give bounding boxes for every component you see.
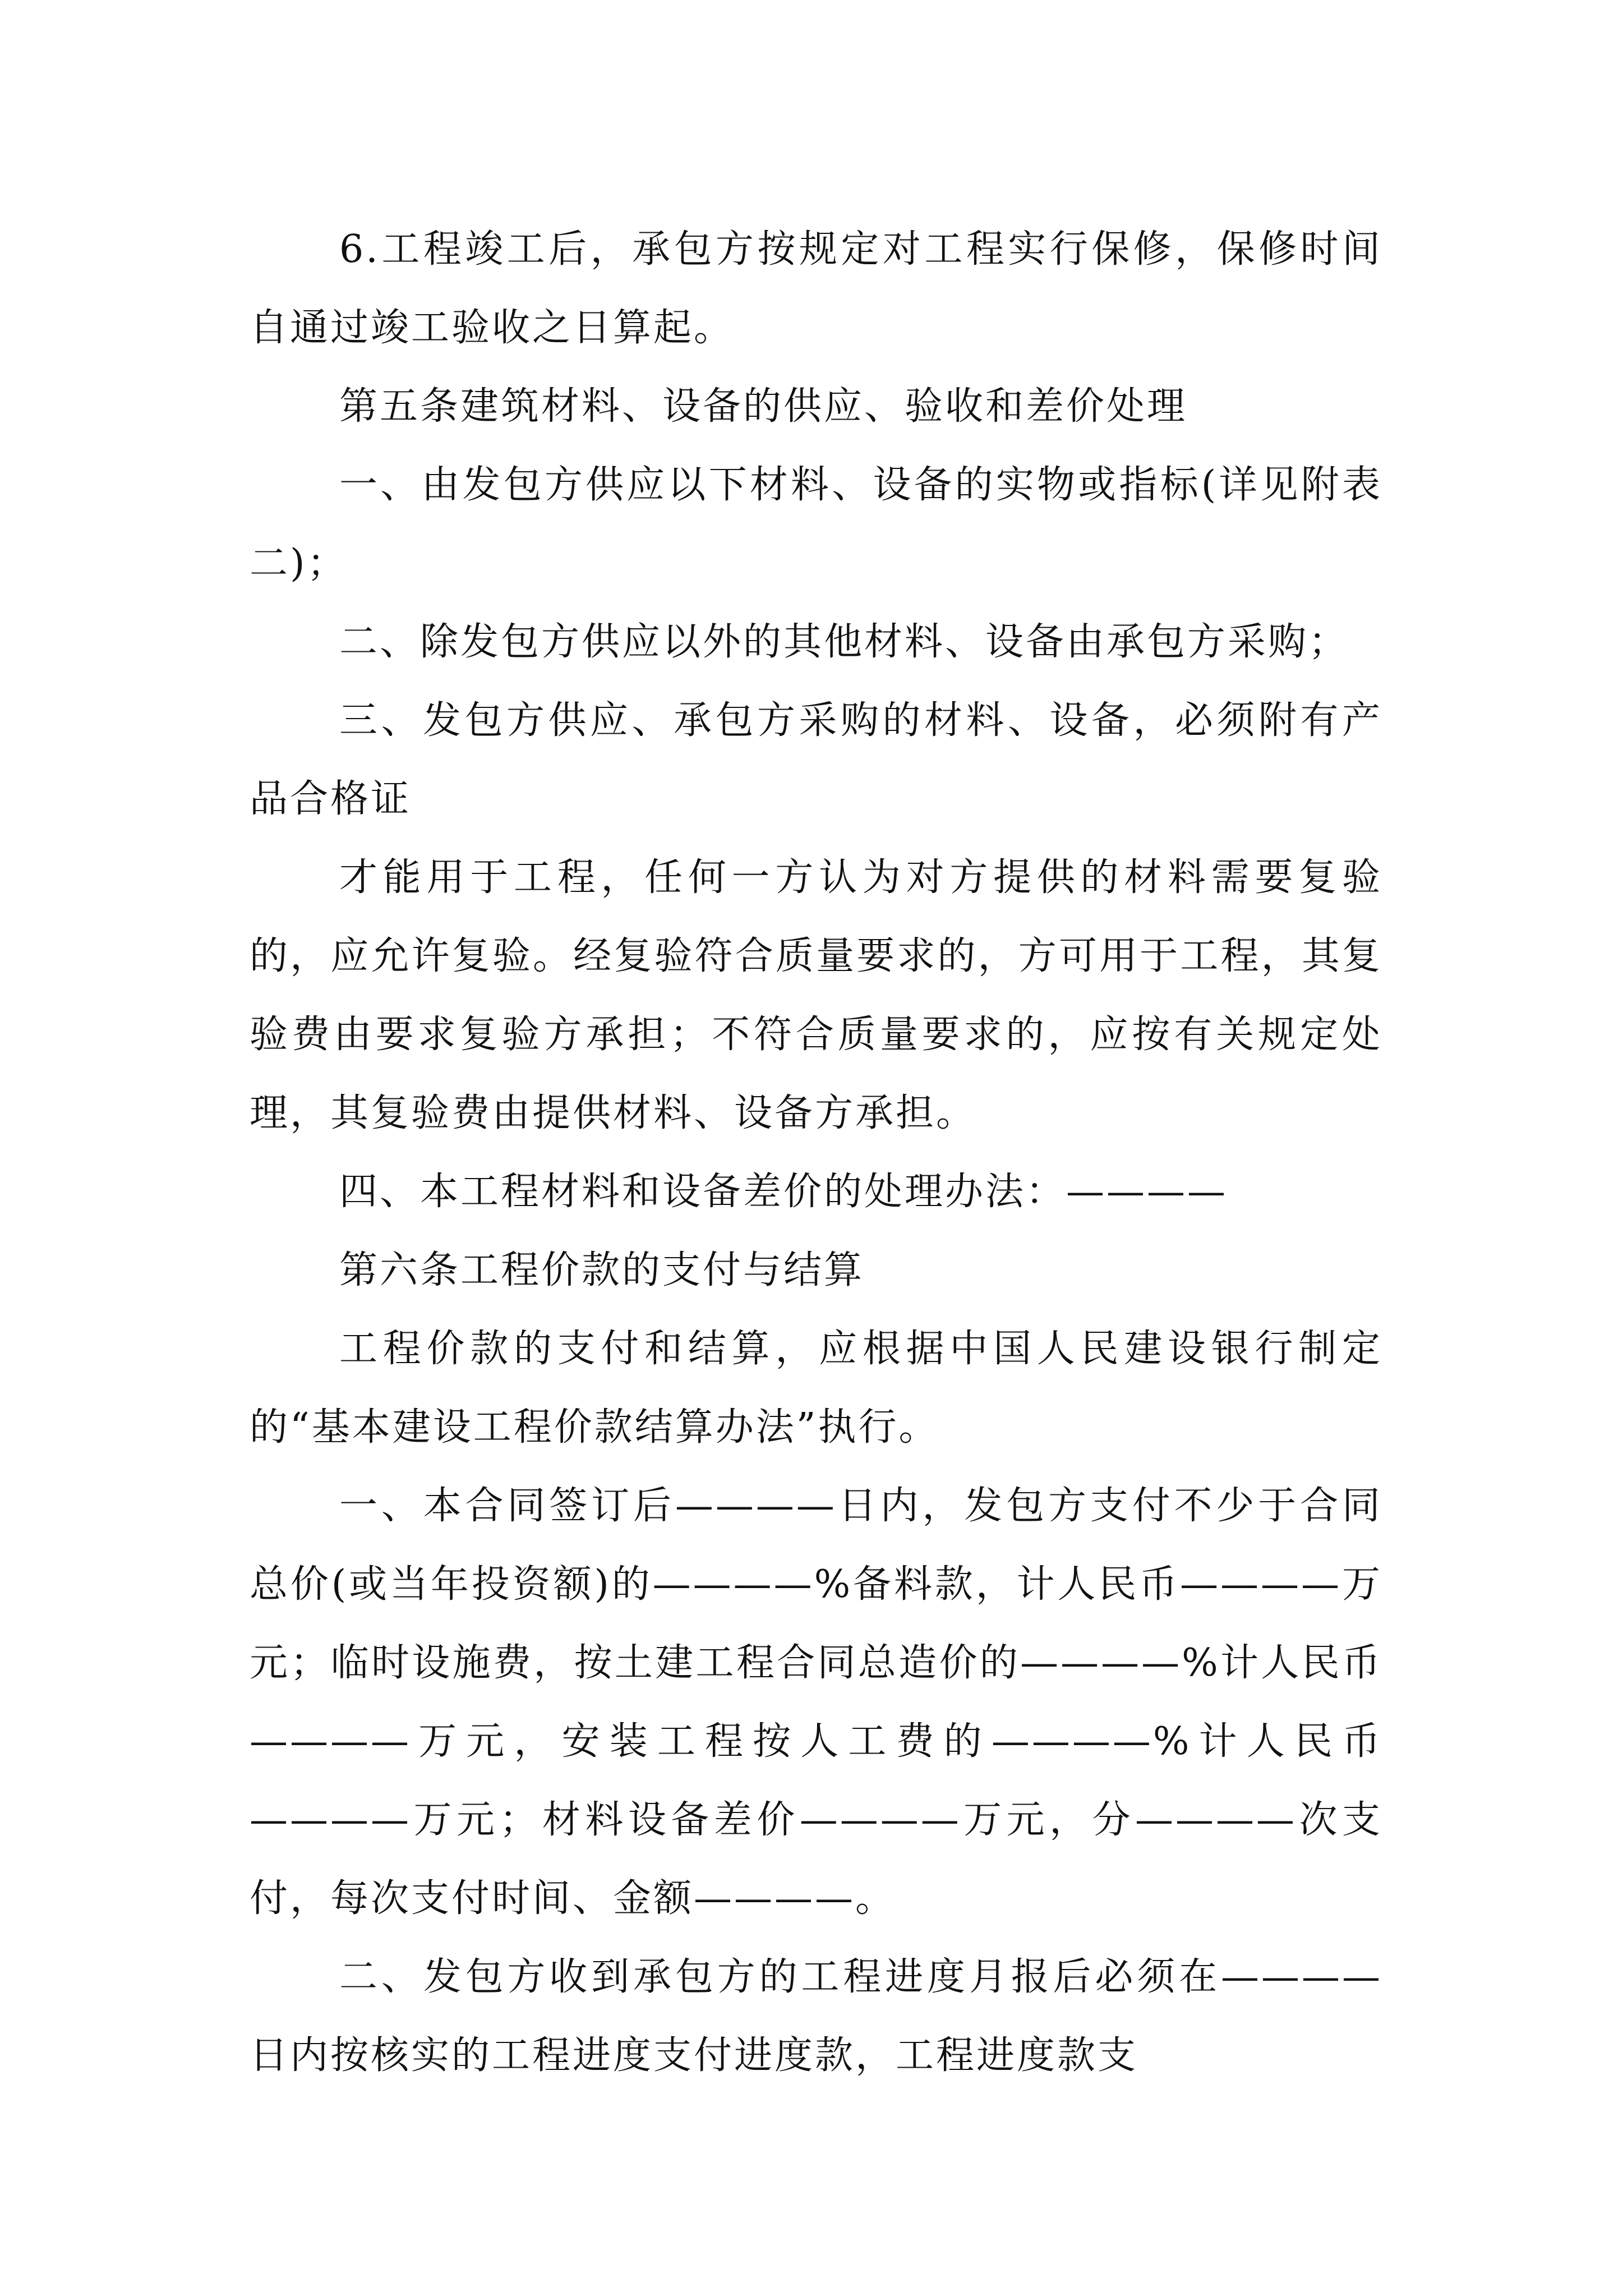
paragraph-5-4: 四、本工程材料和设备差价的处理办法：———— xyxy=(339,1170,1228,1214)
article-6-heading: 第六条工程价款的支付与结算 xyxy=(339,1248,865,1292)
paragraph-5-3: 三、发包方供应、承包方采购的材料、设备，必须附有产品合格证 xyxy=(250,698,1382,821)
paragraph-5-3-continued: 才能用于工程，任何一方认为对方提供的材料需要复验的，应允许复验。经复验符合质量要求的，方可用于工程，其复验费由要求复验方承担；不符合质量要求的，应按有关规定处理，其复验费由提供材料、设备方承担。 xyxy=(250,855,1382,1135)
paragraph-5-1: 一、由发包方供应以下材料、设备的实物或指标(详见附表二)； xyxy=(250,463,1382,586)
paragraph-6-2: 二、发包方收到承包方的工程进度月报后必须在————日内按核实的工程进度支付进度款，工程进度款支 xyxy=(250,1955,1382,2078)
paragraph-6-intro: 工程价款的支付和结算，应根据中国人民建设银行制定的“基本建设工程价款结算办法”执行。 xyxy=(250,1327,1382,1450)
document-body xyxy=(250,210,1382,2095)
article-5-heading: 第五条建筑材料、设备的供应、验收和差价处理 xyxy=(339,384,1188,429)
paragraph-6-1: 一、本合同签订后————日内，发包方支付不少于合同总价(或当年投资额)的————%备料款，计人民币————万元；临时设施费，按土建工程合同总造价的————%计人民币————万元，安装工程按人工费的————%计人民币————万元；材料设备差价————万元，分————次支付，每次支付时间、金额————。 xyxy=(250,1484,1382,1921)
paragraph-5-2: 二、除发包方供应以外的其他材料、设备由承包方采购； xyxy=(339,620,1349,664)
paragraph-warranty: 6.工程竣工后，承包方按规定对工程实行保修，保修时间自通过竣工验收之日算起。 xyxy=(250,227,1382,350)
